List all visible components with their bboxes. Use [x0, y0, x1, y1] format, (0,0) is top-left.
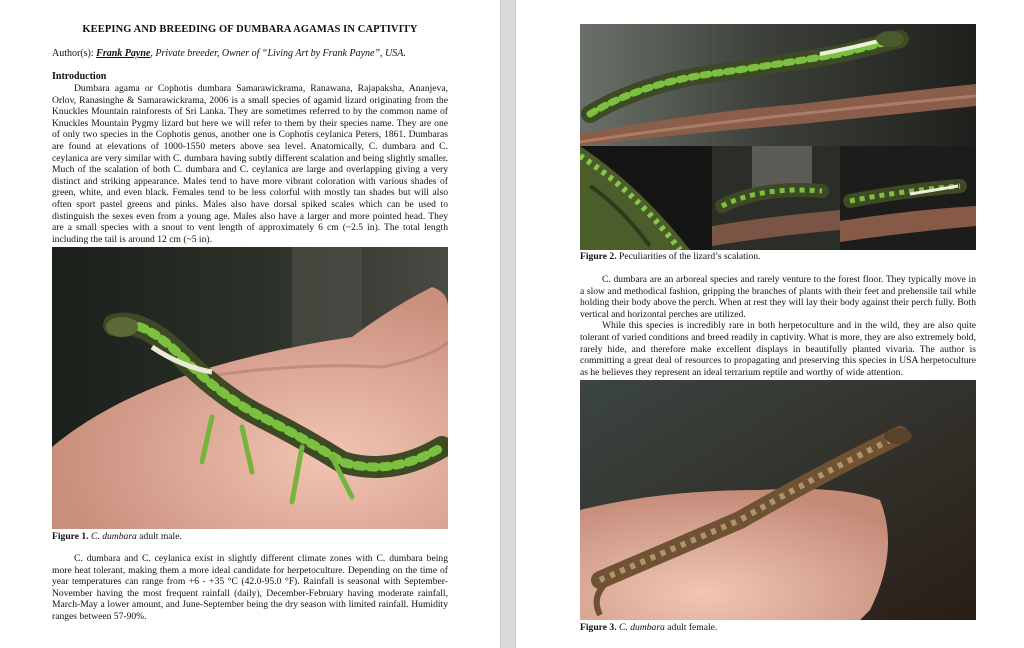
figure-2-label: Figure 2. — [580, 251, 617, 262]
page-gutter — [500, 0, 516, 648]
figure-1-photo — [52, 247, 448, 529]
figure-3-species: C. dumbara — [619, 622, 665, 633]
figure-3-label: Figure 3. — [580, 622, 617, 633]
figure-1-text: adult male. — [136, 531, 182, 542]
figure-3-text: adult female. — [664, 622, 718, 633]
body-paragraphs — [580, 274, 976, 378]
document-page-left — [0, 0, 500, 648]
figure-1-species: C. dumbara — [91, 531, 137, 542]
authors-label: Author(s): — [52, 48, 97, 59]
intro-paragraph: Dumbara agama or Cophotis dumbara Samarawickrama, Ranawana, Rajapaksha, Ananjeva, Orlov, Ranasinghe & Samarawickrama, 2006 is a small species of agamid lizard originating from the Knuckles Mountain rainforests of Sri Lanka. They are sometimes referred to by the common name of Knuckles Mountain Pygmy lizard but here we will refer to them by their species name. They are one of only two species in the Cophotis genus, another one is Cophotis ceylanica Peters, 1861. Dumbaras are found at elevations of 1000-1550 meters above sea level. Anatomically, C. dumbara and C. ceylanica are very similar with C. dumbara having subtly different scalation and being slightly smaller. Much of the scalation of both C. dumbara and C. ceylanica are large and overlapping giving a very distinct and striking appearance. Males tend to have more vibrant coloration with various shades of green, white, and even black. Females tend to be less colorful with mostly tan shades but will also often sport pastel greens and pinks. Males also have dorsal spiked scales which can be used to distinguish the sexes even from a young age. Males also have a larger and more pointed head. They are a small species with a snout to vent length of approximately 6 cm (~2.5 in). The total length including the tail is around 12 cm (~5 in). — [52, 83, 448, 245]
author-line — [52, 48, 448, 59]
arboreal-paragraph: C. dumbara are an arboreal species and rarely venture to the forest floor. They typically move in a slow and methodical fashion, gripping the branches of plants with their feet and prehensile tail while holding their body above the perch. When at rest they will lay their body against their perch fully. Both vertical and horizontal perches are utilized. — [580, 274, 976, 320]
rarity-paragraph: While this species is incredibly rare in both herpetoculture and in the wild, they are also quite tolerant of varied conditions and breed readily in captivity. What is more, they are also extremely bold, rarely hide, and therefore make excellent displays in beautifully planted vivaria. The author is committing a great deal of resources to propagating and preserving this species in USA herpetoculture as he believes they represent an ideal terrarium reptile and worthy of wide attention. — [580, 320, 976, 378]
figure-2-caption — [580, 251, 760, 262]
figure-1-caption — [52, 531, 182, 542]
figure-2-photo-right — [840, 146, 976, 250]
climate-paragraph: C. dumbara and C. ceylanica exist in slightly different climate zones with C. dumbara being more heat tolerant, making them a more ideal candidate for herpetoculture. Depending on the time of year temperatures can range from +6 - +35 °C (42.0-95.0 °F). Rainfall is seasonal with September-November having the most frequent rainfall (daily), December-February having moderate rainfall, March-May a lower amount, and June-September being the dry season with limited rainfall. Humidity ranges between 57-90%. — [52, 553, 448, 622]
figure-1-label: Figure 1. — [52, 531, 89, 542]
document-title: KEEPING AND BREEDING OF DUMBARA AGAMAS IN CAPTIVITY — [82, 24, 418, 35]
figure-2-photo-closeup — [580, 146, 712, 250]
figure-2-photo-top — [580, 24, 976, 146]
section-heading-introduction: Introduction — [52, 71, 107, 82]
author-name: Frank Payne — [96, 48, 151, 59]
figure-3-photo — [580, 380, 976, 620]
figure-2-text: Peculiarities of the lizard’s scalation. — [616, 251, 761, 262]
figure-3-caption — [580, 622, 717, 633]
figure-2-photo-middle — [712, 146, 840, 250]
document-page-right — [516, 0, 1024, 648]
author-affiliation: , Private breeder, Owner of “Living Art by Frank Payne”, USA. — [150, 48, 406, 59]
